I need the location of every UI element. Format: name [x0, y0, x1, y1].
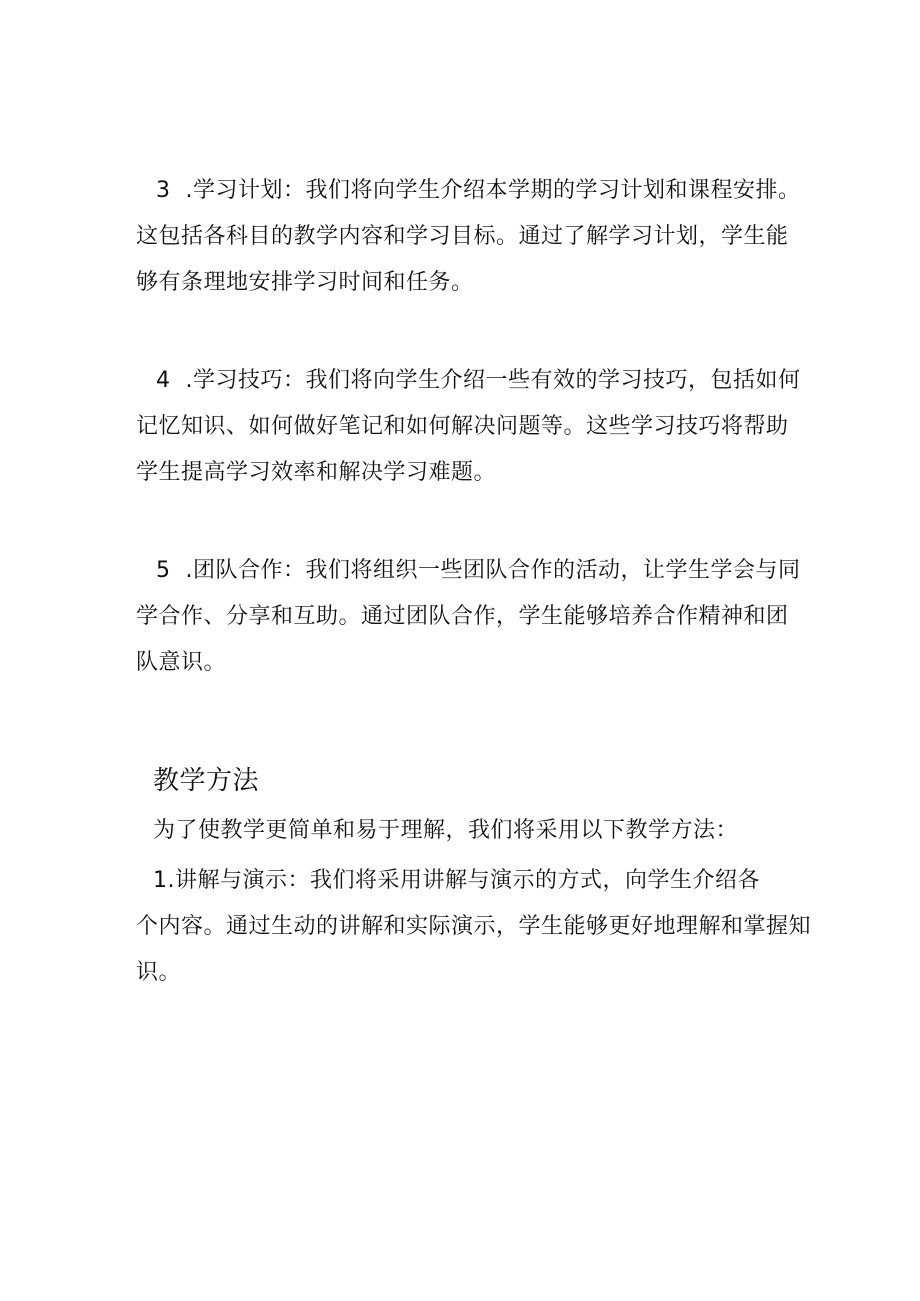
method-1-line-1: 1.讲解与演示：我们将采用讲解与演示的方式，向学生介绍各: [153, 868, 760, 893]
method-1-line-3: 识。: [136, 960, 182, 985]
item-text: .团队合作：我们将组织一些团队合作的活动，让学生学会与同学合作、分享和互助。通过团队合作，学生能够培养合作精神和团队意识。: [136, 558, 801, 675]
item-text: .学习技巧：我们将向学生介绍一些有效的学习技巧，包括如何记忆知识、如何做好笔记和如何解决问题等。这些学习技巧将帮助学生提高学习效率和解决学习难题。: [136, 368, 801, 485]
item-number: 4: [156, 368, 171, 393]
list-item-3: [136, 168, 806, 306]
item-number: 5: [156, 558, 171, 583]
list-item-4: [136, 358, 806, 496]
method-1-line-2: 个内容。通过生动的讲解和实际演示，学生能够更好地理解和掌握知: [136, 914, 812, 939]
item-text: .学习计划：我们将向学生介绍本学期的学习计划和课程安排。这包括各科目的教学内容和学习目标。通过了解学习计划，学生能够有条理地安排学习时间和任务。: [136, 178, 801, 295]
list-item-5: [136, 548, 806, 686]
item-number: 3: [156, 178, 171, 203]
section-heading: 教学方法: [153, 766, 260, 796]
section-intro: 为了使教学更简单和易于理解，我们将采用以下教学方法：: [153, 818, 739, 843]
